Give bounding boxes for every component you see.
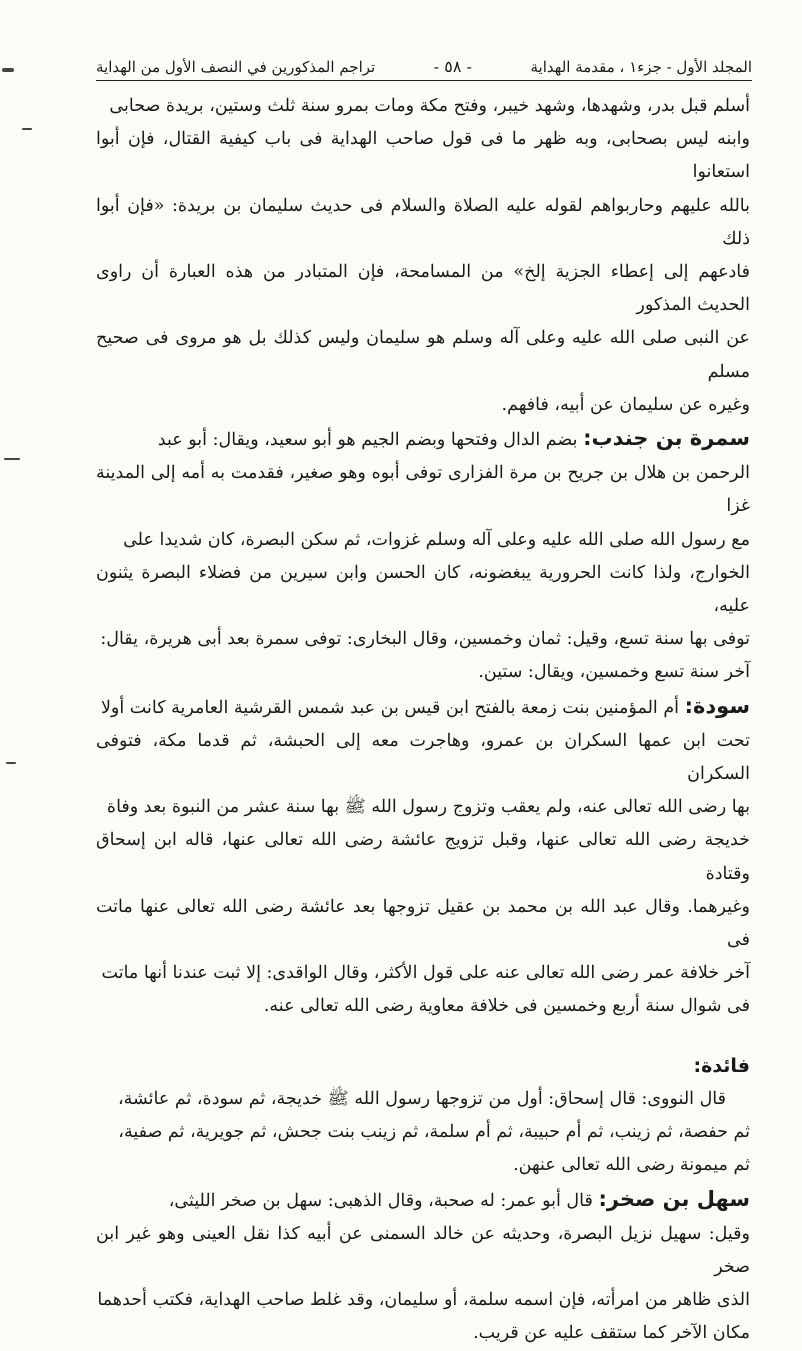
text-line: وقيل: سهيل نزيل البصرة، وحديثه عن خالد السمنى عن أبيه كذا نقل العينى وهو غير ابن صخر <box>96 1223 750 1277</box>
text-line: وابنه ليس بصحابى، وبه ظهر ما فى قول صاحب الهداية فى باب كيفية القتال، فإن أبوا استعانوا <box>96 129 750 183</box>
text-line: الخوارج، ولذا كانت الحرورية يبغضونه، كان الحسن وابن سيرين من فضلاء البصرة يثنون عليه، <box>96 562 750 617</box>
text-line: آخر خلافة عمر رضى الله تعالى عنه على قول الأكثر، وقال الواقدى: إلا ثبت عندنا أنها ماتت <box>101 963 750 984</box>
note-heading: فائدة: <box>693 1054 750 1077</box>
text-line: آخر سنة تسع وخمسين، ويقال: ستين. <box>478 662 750 683</box>
text-line: وغيرهما. وقال عبد الله بن محمد بن عقيل تزوجها بعد عائشة رضى الله تعالى عنها ماتت فى <box>96 896 750 951</box>
scan-mark <box>2 68 14 72</box>
scan-mark <box>22 128 32 130</box>
scan-mark <box>6 762 16 764</box>
text-line: بها رضى الله تعالى عنه، ولم يعقب وتزوج رسول الله ﷺ بها سنة عشر من النبوة بعد وفاة <box>106 797 750 818</box>
text-line: أم المؤمنين بنت زمعة بالفتح ابن قيس بن عبد شمس القرشية العامرية كانت أولا <box>100 697 680 718</box>
entry-sahl <box>96 1183 750 1351</box>
text-line: بضم الدال وفتحها وبضم الجيم هو أبو سعيد، ويقال: أبو عبد <box>157 430 578 451</box>
text-line: خديجة رضى الله تعالى عنها، وقبل تزويج عائشة رضى الله تعالى عنها، قاله ابن إسحاق وقتادة <box>96 830 750 884</box>
text-line: ثم حفصة، ثم زينب، ثم أم حبيبة، ثم أم سلمة، ثم زينب بنت جحش، ثم جويرية، ثم صفية، <box>118 1122 750 1143</box>
entry-continuation <box>96 90 750 422</box>
text-line: فادعهم إلى إعطاء الجزية إلخ» من المسامحة، فإن المتبادر من هذه العبارة أن راوى الحديث المذكور <box>96 262 750 316</box>
entry-heading: سمرة بن جندب: <box>583 426 750 451</box>
text-line: مكان الآخر كما ستقف عليه عن قريب. <box>473 1323 750 1344</box>
entry-heading: سهل بن صخر: <box>598 1186 750 1211</box>
text-line: فى شوال سنة أربع وخمسين فى خلافة معاوية رضى الله تعالى عنه. <box>263 996 750 1017</box>
text-line: أسلم قبل بدر، وشهدها، وشهد خيبر، وفتح مكة ومات بمرو سنة ثلث وستين، بريدة صحابى <box>109 96 750 116</box>
text-line: عن النبى صلى الله عليه وعلى آله وسلم هو سليمان وليس كذلك بل هو مروى فى صحيح مسلم <box>96 328 750 382</box>
entry-heading: سودة: <box>684 693 750 718</box>
running-header <box>96 44 752 81</box>
text-line: توفى بها سنة تسع، وقيل: ثمان وخمسين، وقال البخارى: توفى سمرة بعد أبى هريرة، يقال: <box>100 629 750 650</box>
text-line: قال النووى: قال إسحاق: أول من تزوجها رسول الله ﷺ خديجة، ثم سودة، ثم عائشة، <box>117 1088 726 1109</box>
text-line: الرحمن بن هلال بن جريح بن مرة الفزارى توفى أبوه وهو صغير، فقدمت به أمه إلى المدينة غزا <box>96 463 750 517</box>
header-volume-info: المجلد الأول - جزء١ ، مقدمة الهداية <box>530 58 752 76</box>
entry-sawda <box>96 690 750 1024</box>
text-line: قال أبو عمر: له صحبة، وقال الذهبى: سهل بن صخر الليثى، <box>168 1190 593 1211</box>
entry-samura <box>96 422 750 690</box>
text-line: ثم ميمونة رضى الله تعالى عنهن. <box>513 1155 750 1176</box>
note-fayda <box>96 1050 750 1183</box>
scan-mark <box>4 458 20 460</box>
page-number: - ٥٨ - <box>433 57 472 76</box>
header-chapter-title: تراجم المذكورين في النصف الأول من الهداية <box>96 58 376 76</box>
text-line: تحت ابن عمها السكران بن عمرو، وهاجرت معه إلى الحبشة، ثم قدما مكة، فتوفى السكران <box>96 730 750 785</box>
text-line: الذى ظاهر من امرأته، فإن اسمه سلمة، أو سليمان، وقد غلط صاحب الهداية، فكتب أحدهما <box>97 1290 750 1311</box>
text-line: بالله عليهم وحاربواهم لقوله عليه الصلاة والسلام فى حديث سليمان بن بريدة: «فإن أبوا ذلك <box>96 195 750 249</box>
text-line: مع رسول الله صلى الله عليه وعلى آله وسلم غزوات، ثم سكن البصرة، كان شديدا على <box>123 529 750 550</box>
body-text <box>96 90 750 1351</box>
text-line: وغيره عن سليمان عن أبيه، فافهم. <box>501 394 750 415</box>
